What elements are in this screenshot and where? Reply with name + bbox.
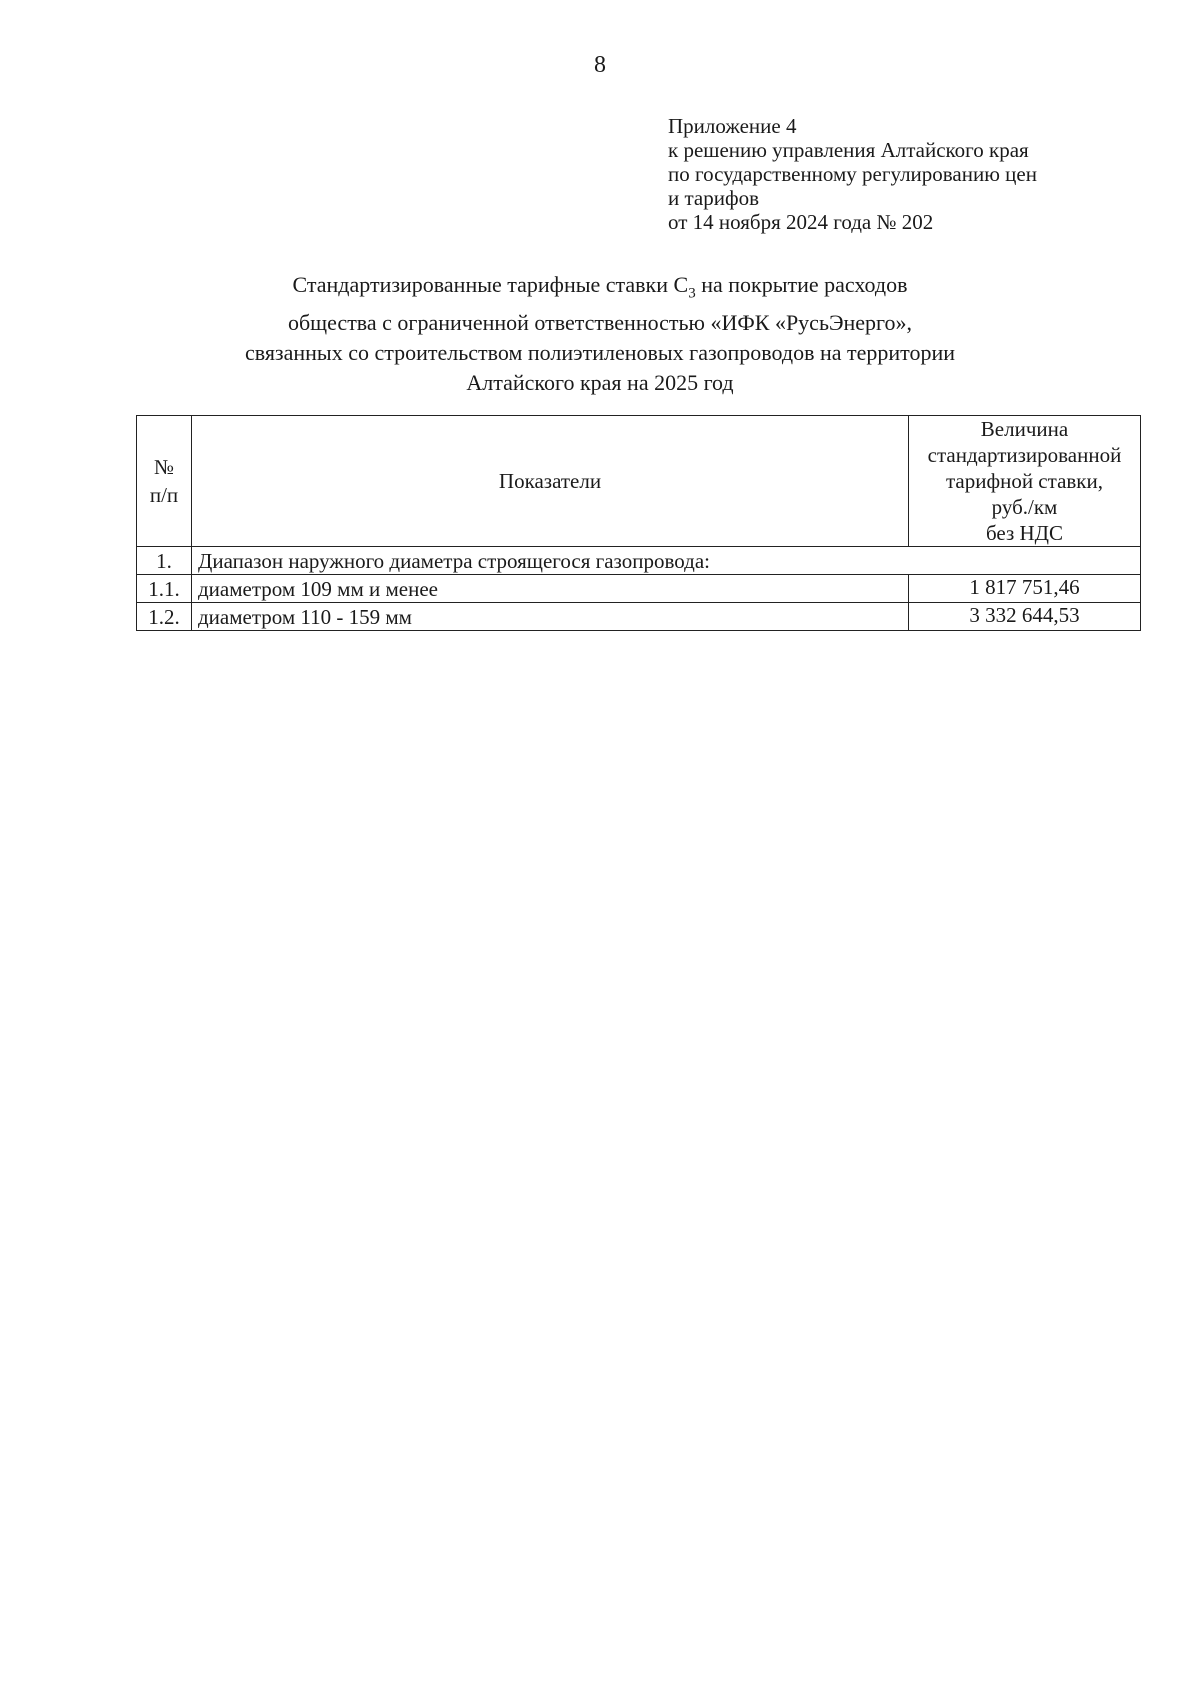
title-line (150, 270, 1050, 308)
appendix-line: от 14 ноября 2024 года № 202 (668, 210, 934, 234)
header-number (137, 416, 192, 547)
row-rate-value: 1 817 751,46 (909, 575, 1141, 603)
tariff-rates-table (136, 415, 1141, 631)
table-header-row (137, 416, 1141, 547)
row-rate-value: 3 332 644,53 (909, 603, 1141, 631)
title-line: общества с ограниченной ответственностью «ИФК «РусьЭнерго», (287, 310, 913, 336)
title-line: связанных со строительством полиэтиленовых газопроводов на территории (244, 340, 956, 366)
title-text: Стандартизированные тарифные ставки С (292, 272, 689, 297)
row-indicator: диаметром 110 - 159 мм (192, 603, 909, 631)
appendix-line: Приложение 4 (668, 114, 797, 138)
table-row (137, 603, 1141, 631)
appendix-reference (668, 114, 1037, 234)
header-rate-value (909, 416, 1141, 547)
document-title (150, 270, 1050, 398)
row-number: 1. (137, 547, 192, 575)
row-indicator: диаметром 109 мм и менее (192, 575, 909, 603)
title-line: Алтайского края на 2025 год (466, 370, 734, 396)
header-number-symbol: № (153, 455, 175, 479)
table-row (137, 547, 1141, 575)
title-subscript: 3 (688, 285, 696, 302)
title-text: на покрытие расходов (695, 272, 908, 297)
table-row (137, 575, 1141, 603)
row-number: 1.2. (137, 603, 192, 631)
header-rate-line: тарифной ставки, (945, 469, 1103, 493)
page-number: 8 (594, 52, 606, 78)
appendix-line: по государственному регулированию цен (668, 162, 1037, 186)
header-rate-line: стандартизированной (927, 443, 1122, 467)
header-rate-line: Величина (980, 417, 1069, 441)
row-number: 1.1. (137, 575, 192, 603)
appendix-line: и тарифов (668, 186, 760, 210)
header-indicators: Показатели (192, 416, 909, 547)
header-rate-line: руб./км (991, 495, 1058, 519)
appendix-line: к решению управления Алтайского края (668, 138, 1029, 162)
header-rate-line: без НДС (985, 521, 1064, 545)
header-number-abbr: п/п (149, 483, 179, 507)
row-indicator: Диапазон наружного диаметра строящегося газопровода: (192, 547, 1141, 575)
